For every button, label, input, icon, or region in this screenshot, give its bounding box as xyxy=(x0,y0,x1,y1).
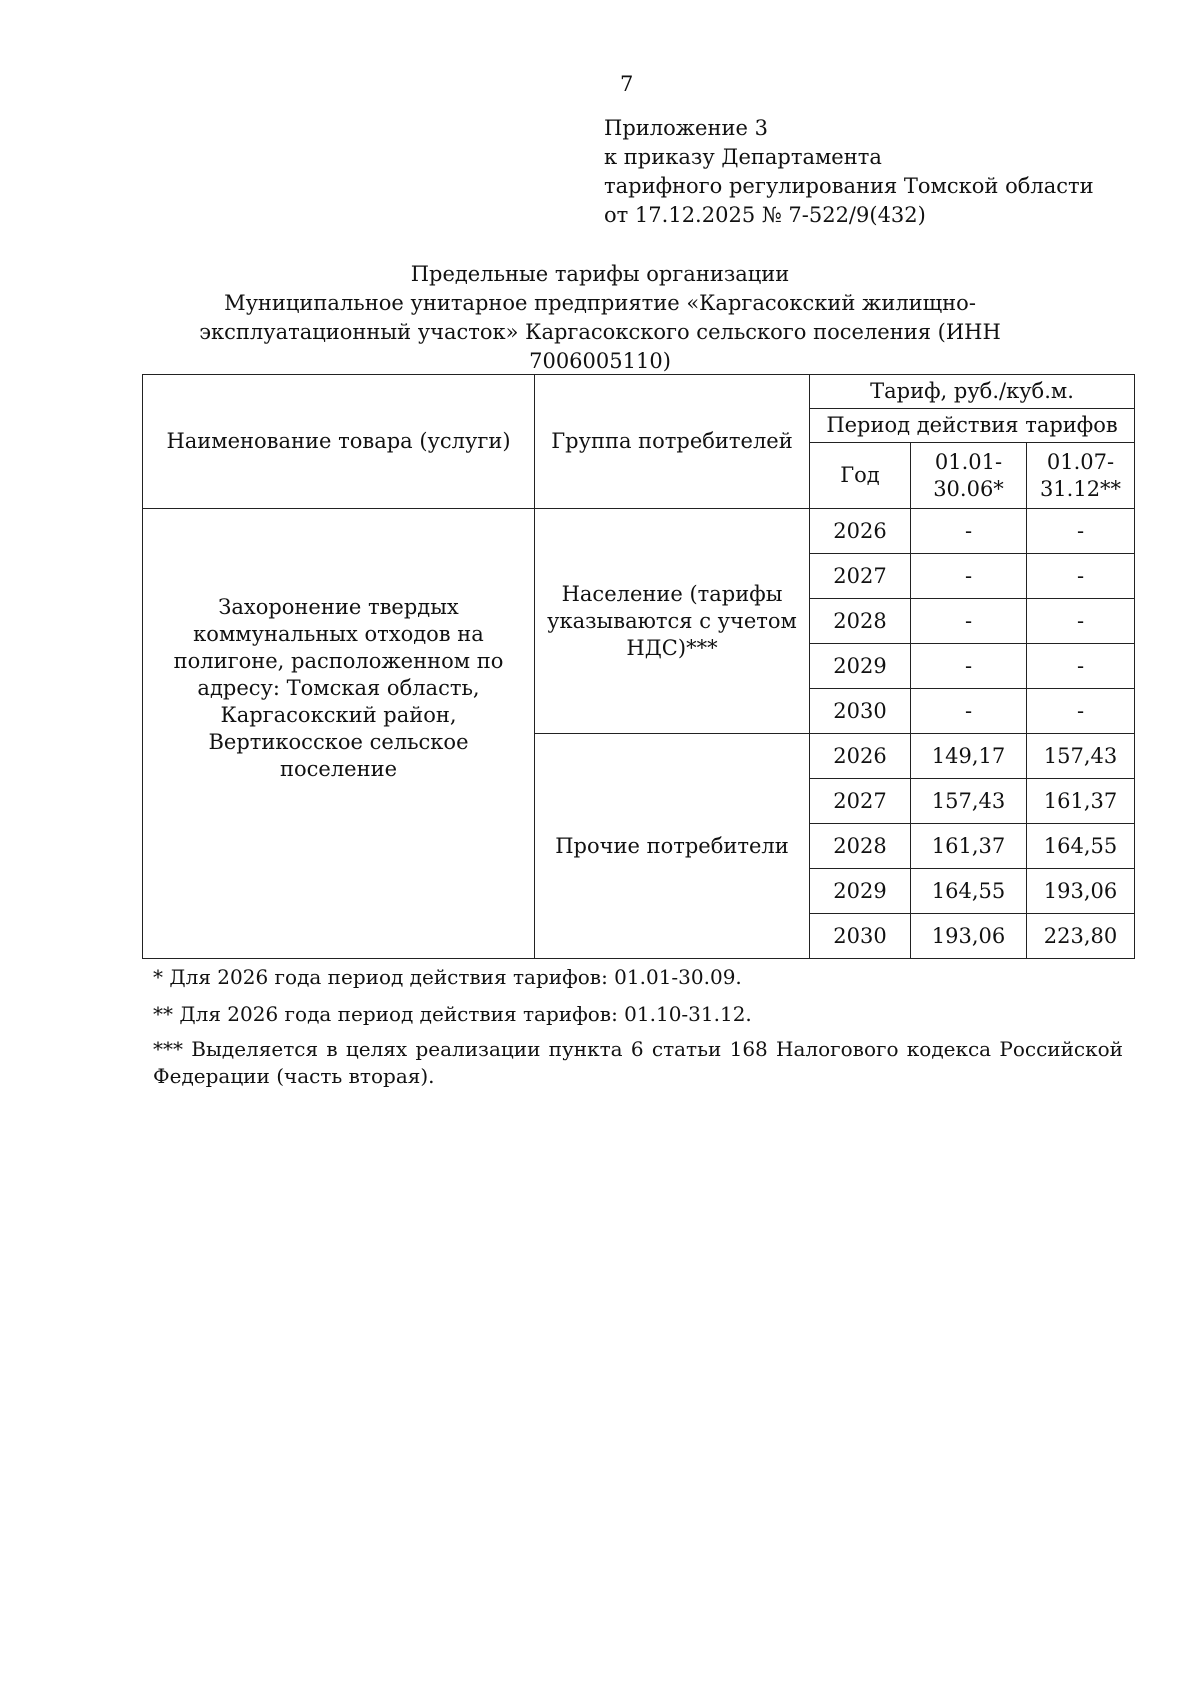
header-service: Наименование товара (услуги) xyxy=(143,375,535,509)
cell-tariff: 157,43 xyxy=(911,779,1027,824)
cell-tariff: - xyxy=(911,554,1027,599)
cell-tariff: 164,55 xyxy=(911,869,1027,914)
footnote-3: *** Выделяется в целях реализации пункта 6 статьи 168 Налогового кодекса Российской Федерации (часть вторая). xyxy=(153,1037,1123,1088)
cell-tariff: - xyxy=(1027,599,1135,644)
cell-year: 2026 xyxy=(810,509,911,554)
header-period-1: 01.01-30.06* xyxy=(911,443,1027,509)
appendix-line: тарифного регулирования Томской области xyxy=(604,174,1094,198)
service-name: Захоронение твердых коммунальных отходов на полигоне, расположенном по адресу: Томская область, Каргасокский район, Вертикосское сельское поселение xyxy=(143,509,535,959)
cell-tariff: - xyxy=(911,689,1027,734)
footnotes xyxy=(153,964,1123,1100)
cell-tariff: 164,55 xyxy=(1027,824,1135,869)
cell-tariff: - xyxy=(911,599,1027,644)
group-other: Прочие потребители xyxy=(535,734,810,959)
header-tariff-unit: Тариф, руб./куб.м. xyxy=(810,375,1135,409)
footnote-2: ** Для 2026 года период действия тарифов: 01.10-31.12. xyxy=(153,1002,752,1026)
footnote-1: * Для 2026 года период действия тарифов: 01.01-30.09. xyxy=(153,965,742,989)
cell-year: 2029 xyxy=(810,644,911,689)
cell-year: 2030 xyxy=(810,689,911,734)
title-line: Предельные тарифы организации xyxy=(410,262,790,286)
cell-year: 2027 xyxy=(810,779,911,824)
cell-year: 2028 xyxy=(810,599,911,644)
tariff-table xyxy=(142,374,1135,959)
cell-year: 2029 xyxy=(810,869,911,914)
cell-tariff: 193,06 xyxy=(911,914,1027,959)
cell-tariff: 193,06 xyxy=(1027,869,1135,914)
cell-tariff: 157,43 xyxy=(1027,734,1135,779)
cell-tariff: - xyxy=(1027,644,1135,689)
appendix-line: Приложение 3 xyxy=(604,116,768,140)
header-year: Год xyxy=(810,443,911,509)
cell-tariff: - xyxy=(1027,689,1135,734)
header-period-2: 01.07-31.12** xyxy=(1027,443,1135,509)
cell-tariff: 149,17 xyxy=(911,734,1027,779)
cell-tariff: - xyxy=(1027,509,1135,554)
cell-tariff: 161,37 xyxy=(1027,779,1135,824)
table-row xyxy=(143,509,1135,554)
cell-tariff: - xyxy=(911,509,1027,554)
appendix-block xyxy=(604,114,1094,230)
cell-year: 2030 xyxy=(810,914,911,959)
header-period: Период действия тарифов xyxy=(810,409,1135,443)
cell-year: 2026 xyxy=(810,734,911,779)
page-number: 7 xyxy=(620,72,634,96)
cell-year: 2027 xyxy=(810,554,911,599)
group-population: Население (тарифы указываются с учетом НДС)*** xyxy=(535,509,810,734)
header-group: Группа потребителей xyxy=(535,375,810,509)
title-organization: Муниципальное унитарное предприятие «Каргасокский жилищно-эксплуатационный участок» Каргасокского сельского поселения (ИНН 7006005110) xyxy=(199,291,1001,373)
appendix-line: к приказу Департамента xyxy=(604,145,882,169)
cell-year: 2028 xyxy=(810,824,911,869)
document-title xyxy=(140,260,1060,376)
cell-tariff: - xyxy=(1027,554,1135,599)
cell-tariff: 161,37 xyxy=(911,824,1027,869)
appendix-line: от 17.12.2025 № 7-522/9(432) xyxy=(604,203,926,227)
cell-tariff: - xyxy=(911,644,1027,689)
cell-tariff: 223,80 xyxy=(1027,914,1135,959)
header-row xyxy=(143,375,1135,409)
